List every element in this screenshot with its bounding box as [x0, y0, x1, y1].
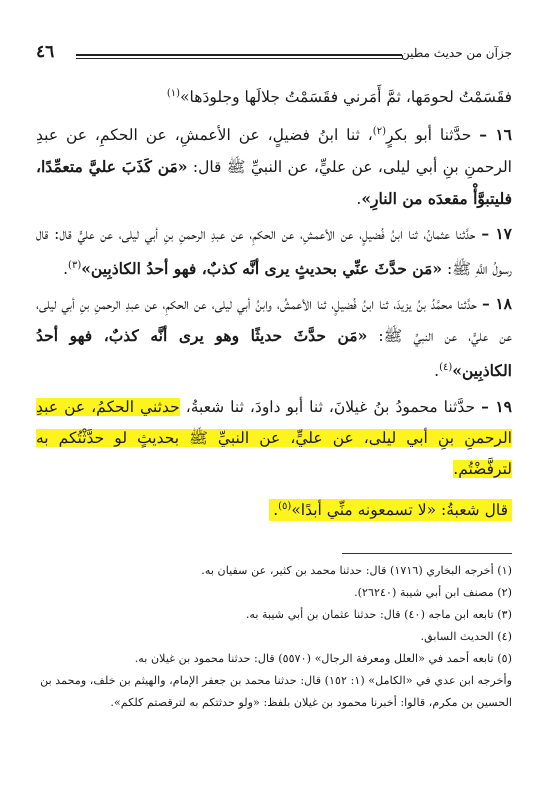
hadith-matn: «مَن حدَّثَ عنِّي بحديثٍ يرى أنَّه كذبٌ، فهو أحدُ الكاذبِين» [81, 259, 443, 279]
footnote-ref-1: (١) [166, 88, 181, 99]
footnote-ref-5: (٥) [278, 500, 292, 512]
footnote-ref-2: (٢) [372, 126, 386, 138]
paragraph-text: فقَسَمْتُ لحومَها، ثمَّ أَمَرني فقَسَمْتُ جلالَها وجلودَها» [180, 88, 512, 107]
hadith-isnad: حدَّثنا عثمانُ، ثنا ابنُ فُضيلٍ، عن الأعمشِ، عن الحكمِ، عن عبدِ الرحمنِ بنِ أبي ليلى، عن عليٍّ قال: قال رسولُ اللَّهِ ﷺ: [36, 225, 512, 279]
page-header [36, 40, 512, 70]
hadith-number: ١٨ – [482, 294, 512, 314]
footnote-1: (١) أخرجه البخاري (١٧١٦) قال: حدثنا محمد بن كثير، عن سفيان به. [201, 564, 512, 577]
header-rule-thin [76, 58, 402, 59]
hadith-19 [36, 391, 512, 485]
hadith-16 [36, 116, 512, 215]
hadith-number: ١٧ – [481, 224, 512, 244]
footnote-5-cont: وأخرجه ابن عدي في «الكامل» (١: ١٥٢) قال: حدثنا محمد بن جعفر الإمام، والهيثم بن خلف، ومحمد بن الحسين بن مكرم، قالوا: أخبرنا محمود بن غيلان بلفظ: «ولو حدثتكم به لترقصتم كلكم». [40, 674, 512, 709]
hadith-number: ١٦ – [479, 125, 512, 145]
footnote-3: (٣) تابعه ابن ماجه (٤٠) قال: حدثنا عثمان بن أبي شيبة به. [245, 608, 512, 621]
footnote-2: (٢) مصنف ابن أبي شيبة (٢٦٢٤٠). [354, 586, 512, 599]
footnote-ref-4: (٤) [439, 362, 453, 374]
hadith-matn: «مَن كَذَبَ عليَّ متعمِّدًا، فليتبوَّأْ مقعدَه من النارِ» [36, 157, 512, 209]
main-text [36, 78, 512, 529]
hadith-number: ١٩ – [481, 396, 512, 416]
hadith-isnad: حدَّثنا محمَّدُ بنُ يزيدَ، ثنا ابنُ فُضيلٍ، ثنا الأعمشُ، وابنُ أبي ليلى، عن الحكمِ، عن عبدِ الرحمنِ بنِ أبي ليلى، عن عليٍّ، عن النبيِّ ﷺ: [36, 295, 512, 346]
footnote-5: (٥) تابعه أحمد في «العلل ومعرفة الرجال» (٥٥٧٠) قال: حدثنا محمود بن غيلان به. [134, 652, 512, 665]
book-title: جزآن من حديث مطين [400, 46, 512, 60]
statement-end: . [273, 500, 279, 519]
hadith-end: . [434, 362, 440, 381]
hadith-matn: «مَن حدَّثَ حديثًا وهو يرى أنَّه كذبٌ، فهو أحدُ الكاذبِين» [36, 326, 512, 381]
footnote-separator [342, 553, 512, 554]
footnote-4: (٤) الحديث السابق. [420, 630, 512, 643]
paragraph-continuation [36, 78, 512, 113]
hadith-isnad: حدَّثنا أبو بكرٍ [385, 126, 472, 145]
shuba-statement [36, 491, 512, 526]
hadith-end: . [356, 190, 362, 209]
hadith-18 [36, 288, 512, 387]
hadith-isnad: حدَّثنا محمودُ بنُ غيلانَ، ثنا أبو داودَ، ثنا شعبةُ، [185, 397, 476, 416]
hadith-end: . [63, 260, 69, 279]
highlighted-text: حدثني الحكمُ، عن عبدِ الرحمنِ بنِ أبي ليلى، عن عليٍّ، عن النبيِّ ﷺ بحديثٍ لو حدَّثْتُكم به لترفَّضْتُم. [36, 397, 512, 478]
page-number: ٤٦ [36, 42, 55, 62]
hadith-17 [36, 218, 512, 285]
footnotes [36, 560, 512, 714]
highlighted-statement [269, 499, 512, 521]
header-rule [76, 54, 402, 56]
statement-text: قال شعبةُ: «لا تسمعونه منِّي أبدًا» [291, 500, 508, 519]
footnote-ref-3: (٣) [68, 260, 82, 272]
hadith-isnad-cont: ، ثنا ابنُ فضيلٍ، عن الأعمشِ، عن الحكمِ، عن عبدِ الرحمنِ بنِ أبي ليلى، عن عليٍّ، عن النبيِّ ﷺ قال: [36, 126, 512, 177]
